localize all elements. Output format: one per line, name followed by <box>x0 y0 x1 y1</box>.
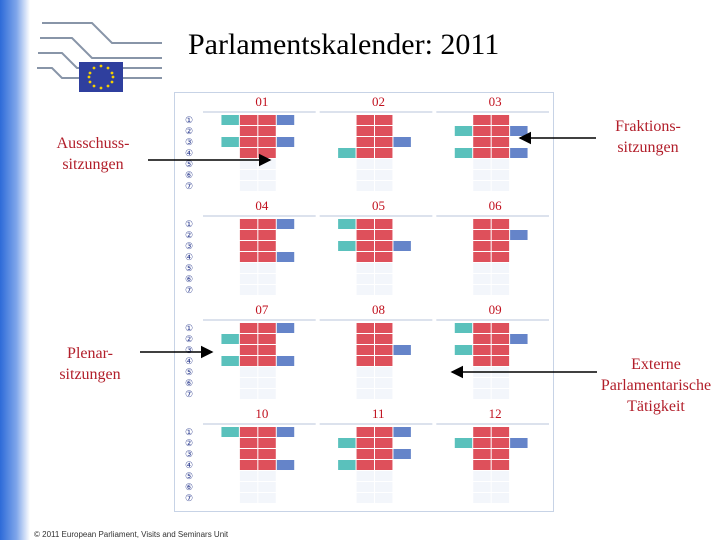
day-cell <box>357 345 374 355</box>
day-cell <box>221 115 238 125</box>
day-cell <box>240 252 257 262</box>
weekday-mark: ⑥ <box>185 482 194 492</box>
day-cell <box>357 367 374 377</box>
day-cell <box>258 252 275 262</box>
day-cell <box>492 137 509 147</box>
day-cell <box>375 323 392 333</box>
day-cell <box>375 334 392 344</box>
day-cell <box>473 345 490 355</box>
day-cell <box>240 148 257 158</box>
day-cell <box>357 323 374 333</box>
day-cell <box>375 170 392 180</box>
day-cell <box>492 334 509 344</box>
weekday-mark: ③ <box>185 241 194 251</box>
day-cell <box>357 148 374 158</box>
day-cell <box>240 345 257 355</box>
day-cell <box>357 427 374 437</box>
day-cell <box>455 148 472 158</box>
day-cell <box>338 219 355 229</box>
day-cell <box>357 219 374 229</box>
day-cell <box>357 263 374 273</box>
day-cell <box>338 460 355 470</box>
day-cell <box>357 126 374 136</box>
day-cell <box>492 482 509 492</box>
month-header: 05 <box>372 198 385 213</box>
day-cell <box>357 389 374 399</box>
day-cell <box>492 471 509 481</box>
day-cell <box>240 334 257 344</box>
day-cell <box>258 449 275 459</box>
day-cell <box>492 367 509 377</box>
day-cell <box>473 148 490 158</box>
day-cell <box>492 323 509 333</box>
day-cell <box>357 285 374 295</box>
weekday-mark: ③ <box>185 345 194 355</box>
weekday-mark: ② <box>185 334 194 344</box>
day-cell <box>473 274 490 284</box>
day-cell <box>492 427 509 437</box>
day-cell <box>338 148 355 158</box>
month-header: 09 <box>488 302 502 317</box>
month-block <box>320 216 433 295</box>
day-cell <box>375 356 392 366</box>
day-cell <box>240 230 257 240</box>
day-cell <box>258 126 275 136</box>
day-cell <box>375 460 392 470</box>
day-cell <box>375 263 392 273</box>
day-cell <box>258 263 275 273</box>
day-cell <box>277 427 294 437</box>
day-cell <box>258 482 275 492</box>
day-cell <box>473 378 490 388</box>
weekday-mark: ③ <box>185 137 194 147</box>
day-cell <box>375 274 392 284</box>
label-ausschusssitzungen: Ausschuss- sitzungen <box>56 135 130 173</box>
day-cell <box>277 460 294 470</box>
day-cell <box>258 181 275 191</box>
day-cell <box>258 471 275 481</box>
day-cell <box>473 181 490 191</box>
day-cell <box>240 367 257 377</box>
day-cell <box>240 219 257 229</box>
month-header: 03 <box>488 94 502 109</box>
day-cell <box>357 334 374 344</box>
day-cell <box>277 219 294 229</box>
day-cell <box>473 241 490 251</box>
day-cell <box>375 126 392 136</box>
day-cell <box>375 115 392 125</box>
day-cell <box>357 181 374 191</box>
day-cell <box>455 438 472 448</box>
month-block <box>436 216 549 295</box>
day-cell <box>375 367 392 377</box>
day-cell <box>473 449 490 459</box>
day-cell <box>240 159 257 169</box>
day-cell <box>473 367 490 377</box>
day-cell <box>492 285 509 295</box>
day-cell <box>473 334 490 344</box>
day-cell <box>240 493 257 503</box>
month-block <box>320 112 433 191</box>
day-cell <box>258 115 275 125</box>
day-cell <box>492 219 509 229</box>
day-cell <box>357 482 374 492</box>
day-cell <box>510 334 527 344</box>
day-cell <box>240 263 257 273</box>
day-cell <box>473 471 490 481</box>
weekday-mark: ⑥ <box>185 378 194 388</box>
day-cell <box>510 126 527 136</box>
day-cell <box>240 137 257 147</box>
day-cell <box>455 323 472 333</box>
weekday-mark: ② <box>185 438 194 448</box>
day-cell <box>240 126 257 136</box>
day-cell <box>240 241 257 251</box>
day-cell <box>492 438 509 448</box>
day-cell <box>375 449 392 459</box>
day-cell <box>240 181 257 191</box>
month-block <box>203 112 316 191</box>
day-cell <box>492 170 509 180</box>
day-cell <box>258 159 275 169</box>
day-cell <box>375 252 392 262</box>
day-cell <box>221 427 238 437</box>
month-header: 10 <box>255 406 269 421</box>
day-cell <box>258 285 275 295</box>
day-cell <box>375 438 392 448</box>
day-cell <box>240 389 257 399</box>
day-cell <box>473 427 490 437</box>
day-cell <box>240 285 257 295</box>
copyright-credit: © 2011 European Parliament, Visits and Seminars Unit <box>34 530 229 539</box>
day-cell <box>492 263 509 273</box>
weekday-mark: ④ <box>185 460 194 470</box>
weekday-mark: ⑦ <box>185 389 194 399</box>
day-cell <box>258 323 275 333</box>
day-cell <box>492 345 509 355</box>
day-cell <box>375 137 392 147</box>
weekday-mark: ⑦ <box>185 285 194 295</box>
day-cell <box>277 323 294 333</box>
day-cell <box>357 137 374 147</box>
month-header: 01 <box>255 94 269 109</box>
day-cell <box>473 356 490 366</box>
weekday-mark: ④ <box>185 148 194 158</box>
day-cell <box>375 427 392 437</box>
day-cell <box>357 252 374 262</box>
day-cell <box>240 471 257 481</box>
day-cell <box>393 137 410 147</box>
month-block <box>320 320 433 399</box>
day-cell <box>393 241 410 251</box>
weekday-mark: ⑥ <box>185 274 194 284</box>
weekday-mark: ⑤ <box>185 471 194 481</box>
month-block <box>436 112 549 191</box>
weekday-mark: ① <box>185 323 194 333</box>
day-cell <box>473 263 490 273</box>
day-cell <box>473 482 490 492</box>
day-cell <box>393 427 410 437</box>
day-cell <box>492 252 509 262</box>
day-cell <box>492 449 509 459</box>
day-cell <box>375 148 392 158</box>
label-fraktionssitzungen: Fraktions- sitzungen <box>615 118 681 156</box>
day-cell <box>473 115 490 125</box>
weekday-mark: ⑤ <box>185 263 194 273</box>
day-cell <box>510 230 527 240</box>
day-cell <box>277 252 294 262</box>
weekday-mark: ⑦ <box>185 493 194 503</box>
day-cell <box>375 181 392 191</box>
day-cell <box>492 493 509 503</box>
day-cell <box>473 438 490 448</box>
day-cell <box>240 449 257 459</box>
day-cell <box>357 378 374 388</box>
slide-sidebar-gradient <box>0 0 30 540</box>
day-cell <box>240 356 257 366</box>
day-cell <box>492 274 509 284</box>
day-cell <box>375 345 392 355</box>
weekday-mark: ⑤ <box>185 367 194 377</box>
day-cell <box>277 115 294 125</box>
day-cell <box>258 493 275 503</box>
day-cell <box>473 159 490 169</box>
day-cell <box>492 148 509 158</box>
weekday-mark: ① <box>185 427 194 437</box>
weekday-mark: ⑤ <box>185 159 194 169</box>
day-cell <box>258 148 275 158</box>
day-cell <box>510 438 527 448</box>
day-cell <box>473 170 490 180</box>
day-cell <box>375 241 392 251</box>
day-cell <box>473 323 490 333</box>
day-cell <box>375 482 392 492</box>
day-cell <box>357 493 374 503</box>
month-header: 07 <box>255 302 269 317</box>
day-cell <box>240 323 257 333</box>
day-cell <box>277 137 294 147</box>
day-cell <box>473 493 490 503</box>
day-cell <box>338 241 355 251</box>
weekday-mark: ④ <box>185 356 194 366</box>
day-cell <box>375 378 392 388</box>
day-cell <box>375 230 392 240</box>
day-cell <box>258 438 275 448</box>
day-cell <box>240 427 257 437</box>
day-cell <box>357 356 374 366</box>
day-cell <box>357 471 374 481</box>
day-cell <box>357 170 374 180</box>
day-cell <box>357 230 374 240</box>
slide-title: Parlamentskalender: 2011 <box>188 28 500 61</box>
day-cell <box>258 427 275 437</box>
day-cell <box>473 285 490 295</box>
day-cell <box>375 389 392 399</box>
day-cell <box>393 449 410 459</box>
month-block <box>203 320 316 399</box>
day-cell <box>375 219 392 229</box>
day-cell <box>492 378 509 388</box>
day-cell <box>258 230 275 240</box>
day-cell <box>375 471 392 481</box>
day-cell <box>492 241 509 251</box>
label-externe-taetigkeit: Externe Parlamentarische Tätigkeit <box>600 356 712 415</box>
month-block <box>436 424 549 503</box>
day-cell <box>455 345 472 355</box>
day-cell <box>258 219 275 229</box>
day-cell <box>492 230 509 240</box>
day-cell <box>357 241 374 251</box>
day-cell <box>258 345 275 355</box>
day-cell <box>357 438 374 448</box>
day-cell <box>258 241 275 251</box>
month-block <box>203 424 316 503</box>
weekday-mark: ③ <box>185 449 194 459</box>
day-cell <box>240 115 257 125</box>
day-cell <box>240 170 257 180</box>
month-header: 04 <box>255 198 269 213</box>
month-header: 06 <box>488 198 502 213</box>
weekday-mark: ② <box>185 126 194 136</box>
day-cell <box>492 181 509 191</box>
day-cell <box>393 345 410 355</box>
day-cell <box>473 219 490 229</box>
day-cell <box>357 115 374 125</box>
label-plenarsitzungen: Plenar- sitzungen <box>59 345 121 383</box>
day-cell <box>357 274 374 284</box>
day-cell <box>258 137 275 147</box>
day-cell <box>221 356 238 366</box>
weekday-mark: ⑦ <box>185 181 194 191</box>
month-header: 12 <box>488 406 502 421</box>
day-cell <box>357 460 374 470</box>
day-cell <box>338 438 355 448</box>
day-cell <box>357 449 374 459</box>
day-cell <box>473 230 490 240</box>
month-block <box>203 216 316 295</box>
day-cell <box>240 482 257 492</box>
weekday-mark: ① <box>185 219 194 229</box>
day-cell <box>375 159 392 169</box>
day-cell <box>258 356 275 366</box>
month-header: 08 <box>372 302 385 317</box>
day-cell <box>221 137 238 147</box>
day-cell <box>375 285 392 295</box>
day-cell <box>258 170 275 180</box>
weekday-mark: ② <box>185 230 194 240</box>
day-cell <box>473 252 490 262</box>
day-cell <box>375 493 392 503</box>
day-cell <box>492 389 509 399</box>
day-cell <box>492 126 509 136</box>
day-cell <box>473 460 490 470</box>
day-cell <box>473 137 490 147</box>
day-cell <box>240 274 257 284</box>
day-cell <box>240 378 257 388</box>
day-cell <box>492 159 509 169</box>
day-cell <box>277 356 294 366</box>
month-header: 11 <box>372 406 385 421</box>
european-parliament-logo <box>32 18 172 98</box>
month-header: 02 <box>372 94 385 109</box>
day-cell <box>258 378 275 388</box>
day-cell <box>240 438 257 448</box>
day-cell <box>258 460 275 470</box>
day-cell <box>221 334 238 344</box>
weekday-mark: ④ <box>185 252 194 262</box>
day-cell <box>258 334 275 344</box>
day-cell <box>455 126 472 136</box>
month-block <box>320 424 433 503</box>
calendar-grid <box>174 92 554 512</box>
day-cell <box>473 126 490 136</box>
weekday-mark: ① <box>185 115 194 125</box>
day-cell <box>492 460 509 470</box>
day-cell <box>357 159 374 169</box>
day-cell <box>258 367 275 377</box>
day-cell <box>473 389 490 399</box>
month-block <box>436 320 549 399</box>
day-cell <box>258 274 275 284</box>
day-cell <box>240 460 257 470</box>
day-cell <box>492 356 509 366</box>
day-cell <box>258 389 275 399</box>
day-cell <box>492 115 509 125</box>
day-cell <box>510 148 527 158</box>
weekday-mark: ⑥ <box>185 170 194 180</box>
